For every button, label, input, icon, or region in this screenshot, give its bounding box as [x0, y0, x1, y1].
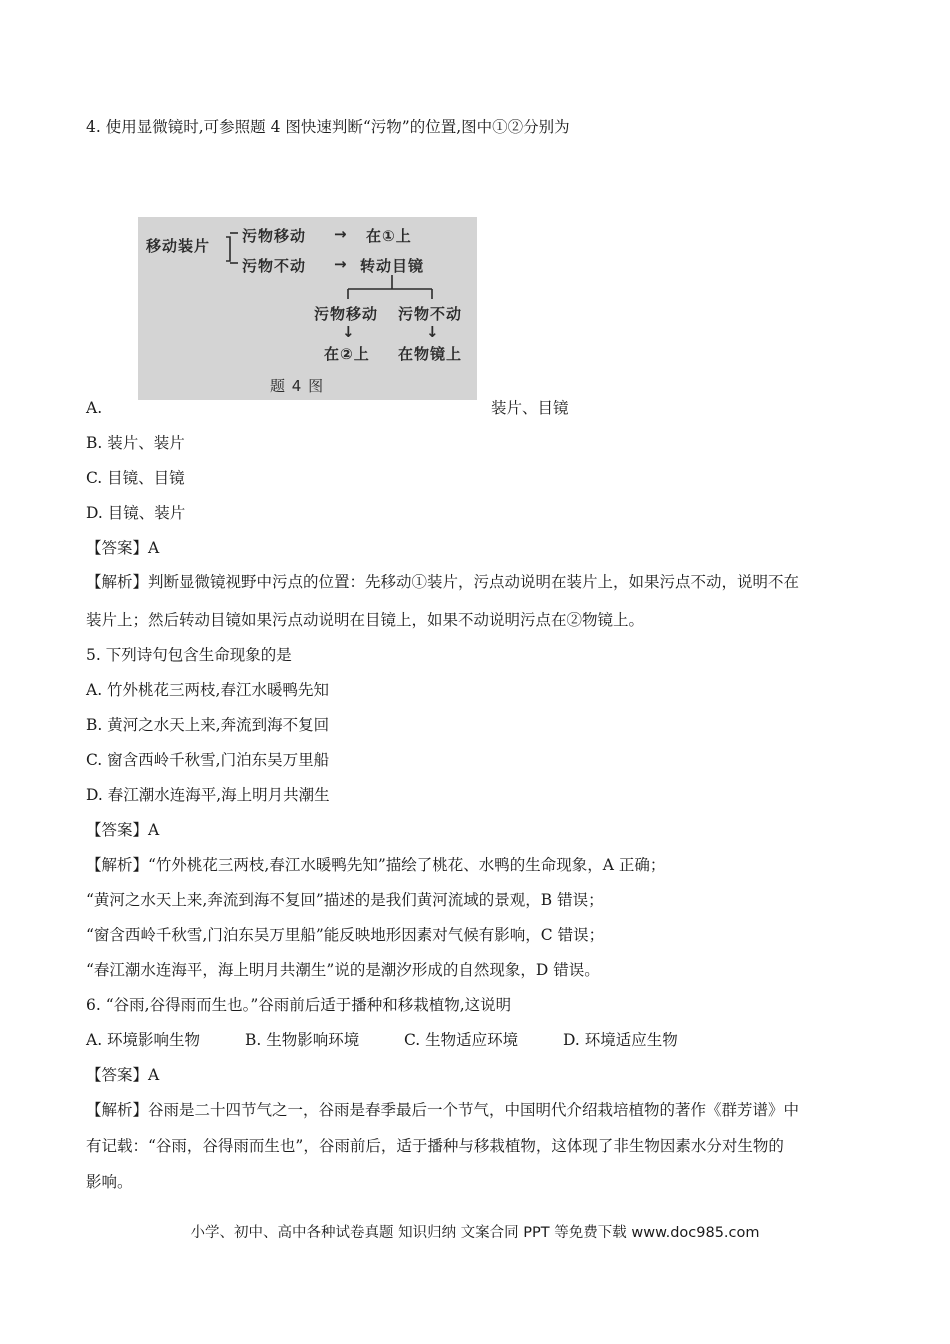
question-4-stem: 4. 使用显微镜时,可参照题 4 图快速判断“污物”的位置,图中①②分别为	[86, 118, 570, 136]
question-4-analysis-2: 装片上；然后转动目镜如果污点动说明在目镜上，如果不动说明污点在②物镜上。	[86, 611, 645, 629]
diagram-down-arrow-left: ↓	[342, 323, 356, 341]
question-6-stem: 6. “谷雨,谷得雨而生也。”谷雨前后适于播种和移栽植物,这说明	[86, 996, 512, 1014]
question-6-answer: 【答案】A	[86, 1066, 160, 1084]
question-5-answer: 【答案】A	[86, 821, 160, 839]
question-5-analysis-2: “黄河之水天上来,奔流到海不复回”描述的是我们黄河流域的景观，B 错误；	[86, 891, 604, 909]
question-5-analysis-4: “春江潮水连海平，海上明月共潮生”说的是潮汐形成的自然现象，D 错误。	[86, 961, 600, 979]
diagram-sub-right: 污物不动	[398, 305, 463, 323]
q6-option-c: C. 生物适应环境	[404, 1031, 519, 1049]
q6-option-a: A. 环境影响生物	[86, 1031, 201, 1049]
question-6-analysis-1: 【解析】谷雨是二十四节气之一，谷雨是春季最后一个节气，中国明代介绍栽培植物的著作《群芳谱》中	[86, 1101, 800, 1119]
option-a-label: A.	[86, 399, 103, 417]
q6-option-d: D. 环境适应生物	[563, 1031, 678, 1049]
diagram-step2: 转动目镜	[360, 257, 425, 275]
page-footer: 小学、初中、高中各种试卷真题 知识归纳 文案合同 PPT 等免费下载 www.doc985.com	[190, 1225, 760, 1241]
diagram-result1: 在①上	[366, 227, 412, 245]
q5-option-c: C. 窗含西岭千秋雪,门泊东吴万里船	[86, 751, 330, 769]
diagram-root: 移动装片	[146, 237, 211, 255]
diagram-res-right: 在物镜上	[398, 345, 463, 363]
option-b: B. 装片、装片	[86, 434, 185, 452]
diagram-branch2: 污物不动	[242, 257, 307, 275]
diagram-caption: 题 4 图	[270, 377, 325, 395]
diagram-sub-left: 污物移动	[314, 305, 379, 323]
diagram-res-left: 在②上	[324, 345, 370, 363]
diagram-down-arrow-right: ↓	[426, 323, 440, 341]
q6-option-b: B. 生物影响环境	[245, 1031, 360, 1049]
q5-option-a: A. 竹外桃花三两枝,春江水暖鸭先知	[86, 681, 329, 699]
question-5-analysis-3: “窗含西岭千秋雪,门泊东吴万里船”能反映地形因素对气候有影响，C 错误；	[86, 926, 605, 944]
question-6-analysis-3: 影响。	[86, 1173, 133, 1191]
question-6-analysis-2: 有记载：“谷雨，谷得雨而生也”，谷雨前后，适于播种与移栽植物，这体现了非生物因素水分对生物的	[86, 1137, 784, 1155]
q5-option-b: B. 黄河之水天上来,奔流到海不复回	[86, 716, 330, 734]
question-4-answer: 【答案】A	[86, 539, 160, 557]
diagram-arrow2: →	[334, 255, 348, 273]
option-c: C. 目镜、目镜	[86, 469, 185, 487]
question-5-stem: 5. 下列诗句包含生命现象的是	[86, 646, 292, 664]
option-a-text: 装片、目镜	[491, 399, 569, 417]
option-d: D. 目镜、装片	[86, 504, 186, 522]
question-4-diagram	[138, 217, 477, 400]
q5-option-d: D. 春江潮水连海平,海上明月共潮生	[86, 786, 330, 804]
diagram-branch1: 污物移动	[242, 227, 307, 245]
question-4-analysis-1: 【解析】判断显微镜视野中污点的位置：先移动①装片，污点动说明在装片上，如果污点不动，说明不在	[86, 573, 800, 591]
question-5-analysis-1: 【解析】“竹外桃花三两枝,春江水暖鸭先知”描绘了桃花、水鸭的生命现象，A 正确；	[86, 856, 666, 874]
diagram-arrow1: →	[334, 225, 348, 243]
